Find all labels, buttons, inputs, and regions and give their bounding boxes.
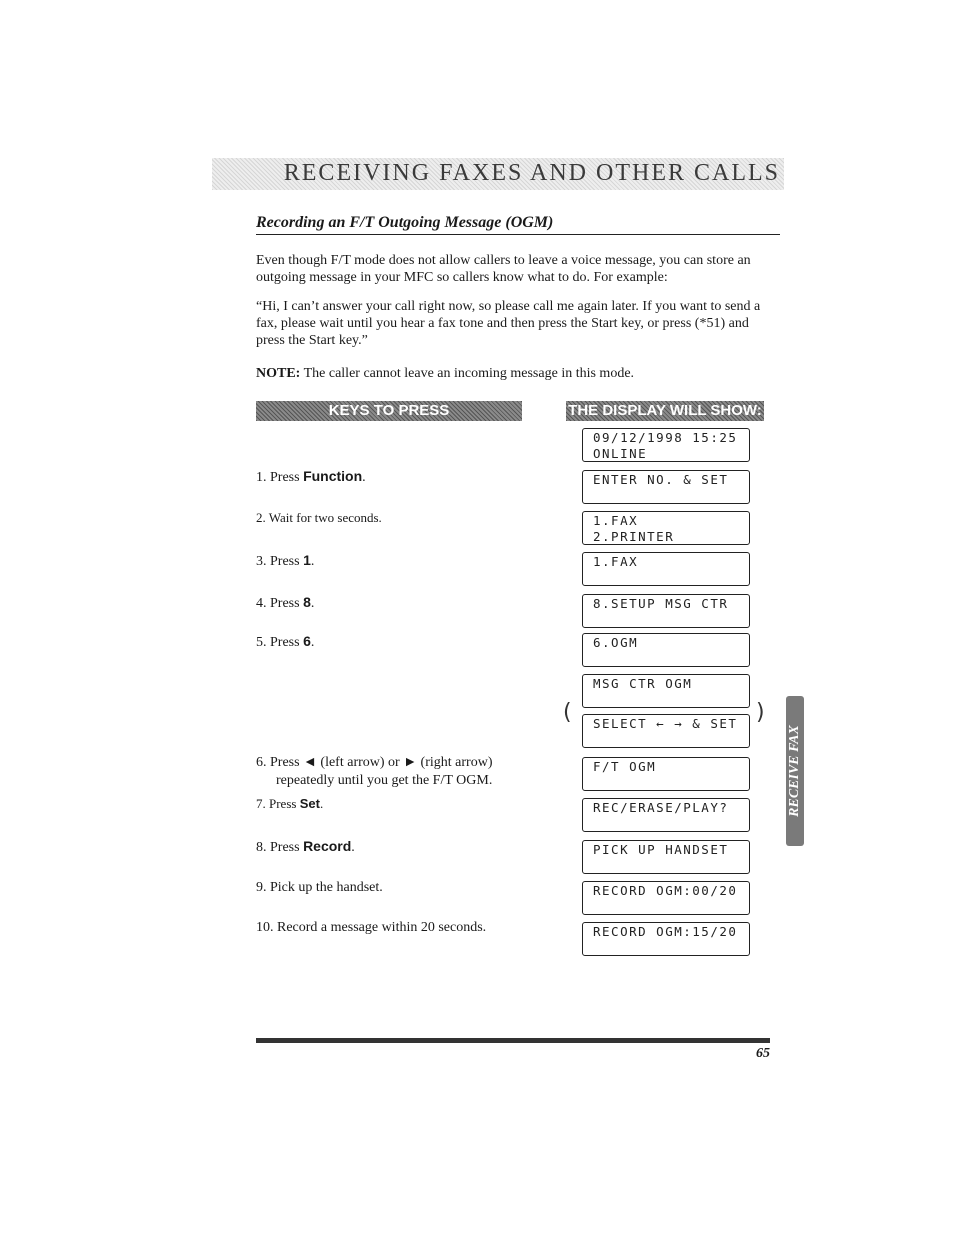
lcd-display-ft-ogm: F/T OGM <box>582 757 750 791</box>
lcd-display-record-ogm-15: RECORD OGM:15/20 <box>582 922 750 956</box>
chapter-title: RECEIVING FAXES AND OTHER CALLS <box>283 160 780 186</box>
side-chapter-tab <box>786 696 804 846</box>
display-will-show-header: THE DISPLAY WILL SHOW: <box>566 401 764 421</box>
lcd-display-setup-msg-ctr: 8.SETUP MSG CTR <box>582 594 750 628</box>
step-3: 3. Press 1. <box>256 552 315 569</box>
section-title: Recording an F/T Outgoing Message (OGM) <box>256 214 780 235</box>
left-bracket-icon: ( <box>563 700 572 725</box>
step-8: 8. Press Record. <box>256 838 355 855</box>
step-7: 7. Press Set. <box>256 796 324 811</box>
lcd-display-record-ogm-00: RECORD OGM:00/20 <box>582 881 750 915</box>
lcd-display-rec-erase-play: REC/ERASE/PLAY? <box>582 798 750 832</box>
keys-to-press-header: KEYS TO PRESS <box>256 401 522 421</box>
side-tab-label: RECEIVE FAX <box>787 725 802 817</box>
chapter-header-band <box>212 158 784 190</box>
intro-paragraph: Even though F/T mode does not allow callers to leave a voice message, you can store an outgoing message in your MFC so callers know what to do. For example: <box>256 253 751 285</box>
note-label: NOTE: <box>256 366 301 381</box>
lcd-display-select-set: SELECT ← → & SET <box>582 714 750 748</box>
step-5: 5. Press 6. <box>256 633 315 650</box>
step-6: 6. Press ◄ (left arrow) or ► (right arrow) repeatedly until you get the F/T OGM. <box>256 755 493 788</box>
right-bracket-icon: ) <box>756 700 765 725</box>
lcd-display-msg-ctr-ogm: MSG CTR OGM <box>582 674 750 708</box>
step-1: 1. Press Function. <box>256 468 366 485</box>
lcd-display-fax: 1.FAX <box>582 552 750 586</box>
lcd-display-fax-printer: 1.FAX 2.PRINTER <box>582 511 750 545</box>
footer-rule <box>256 1038 770 1043</box>
lcd-display-date-online: 09/12/1998 15:25 ONLINE <box>582 428 750 462</box>
lcd-display-ogm: 6.OGM <box>582 633 750 667</box>
step-9: 9. Pick up the handset. <box>256 880 383 895</box>
step-10: 10. Record a message within 20 seconds. <box>256 920 487 935</box>
note-paragraph <box>256 365 776 382</box>
step-2: 2. Wait for two seconds. <box>256 510 382 525</box>
example-paragraph: “Hi, I can’t answer your call right now, so please call me again later. If you want to send a fax, please wait until you hear a fax tone and then press the Start key, or press (*51) and press the Start key.” <box>256 299 761 348</box>
page-number: 65 <box>756 1046 770 1061</box>
lcd-display-pick-up-handset: PICK UP HANDSET <box>582 840 750 874</box>
note-text: The caller cannot leave an incoming message in this mode. <box>300 366 635 381</box>
step-4: 4. Press 8. <box>256 594 315 611</box>
lcd-display-enter-no: ENTER NO. & SET <box>582 470 750 504</box>
